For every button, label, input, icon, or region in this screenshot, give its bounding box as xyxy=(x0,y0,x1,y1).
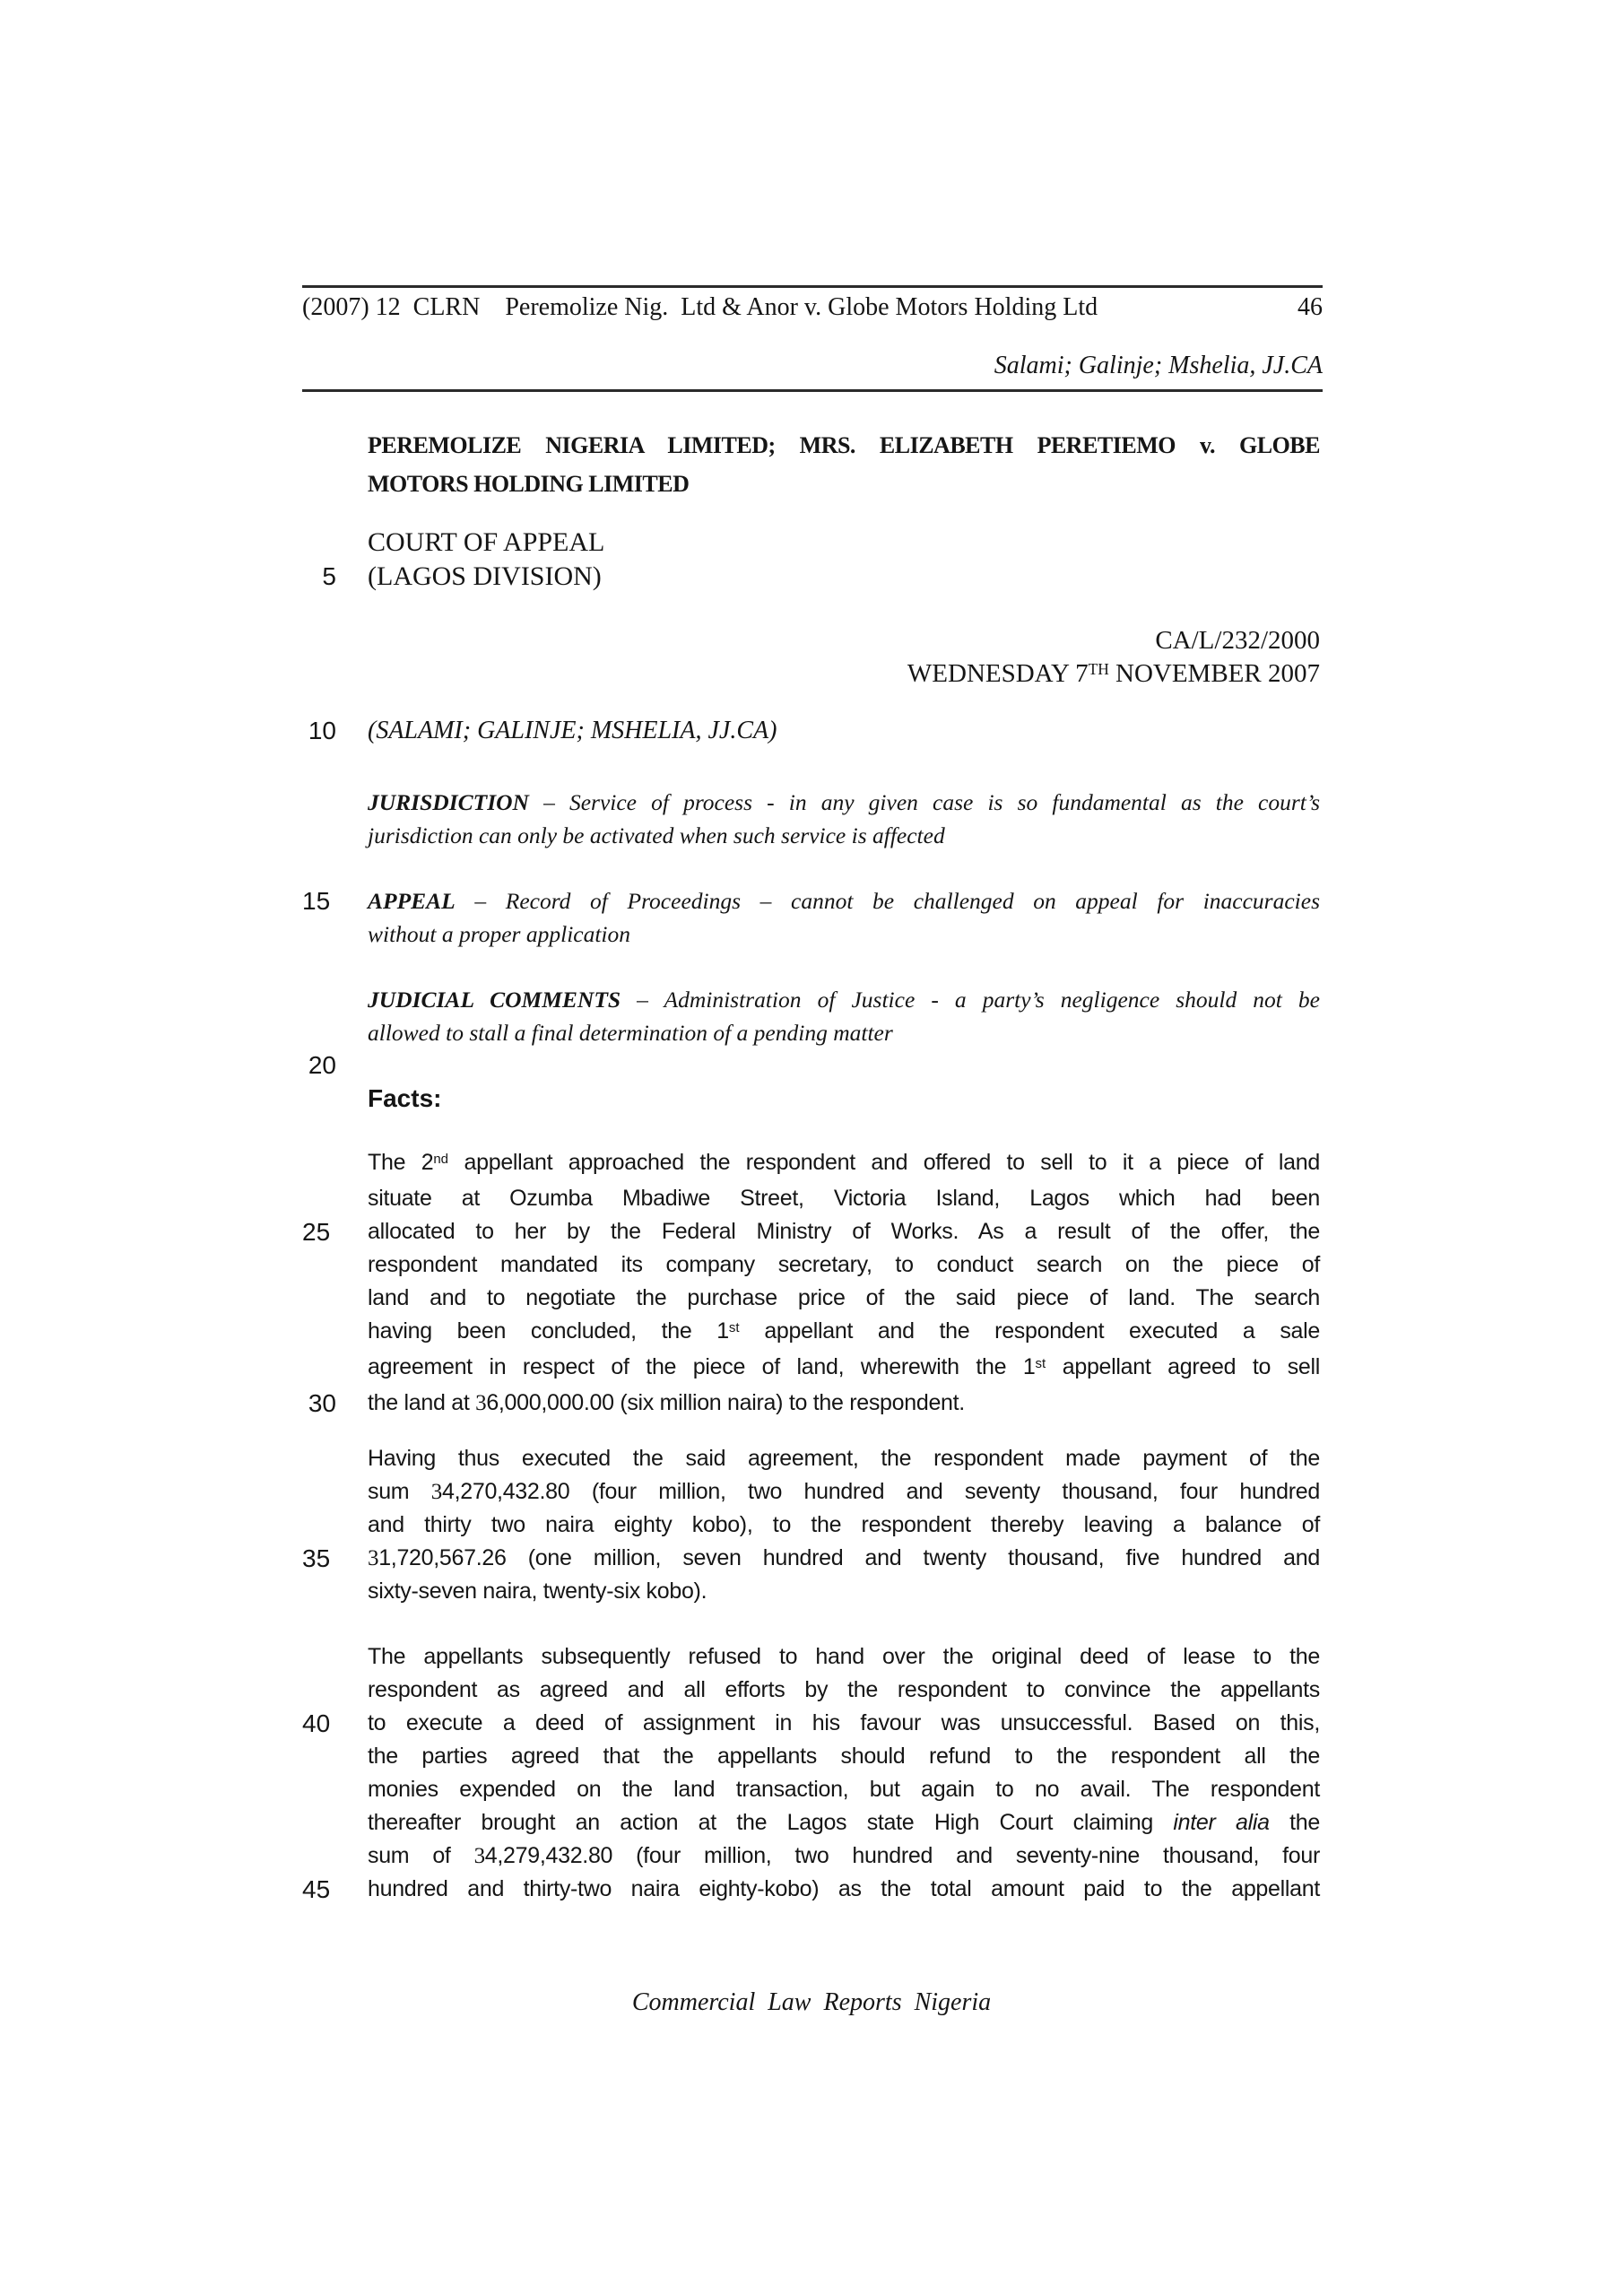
headnote-jurisdiction-line: jurisdiction can only be activated when such service is affected xyxy=(368,822,945,848)
headnote-keyword: JURISDICTION xyxy=(368,789,529,815)
facts-paragraph-3-line: monies expended on the land transaction, but again to no avail. The respondent xyxy=(368,1777,1320,1802)
case-title xyxy=(302,426,1320,503)
facts-paragraph-3-line: the parties agreed that the appellants should refund to the respondent all the xyxy=(368,1744,1320,1769)
header-citation: (2007) 12 CLRN Peremolize Nig. Ltd & Anor v. Globe Motors Holding Ltd xyxy=(302,293,1098,321)
running-header xyxy=(302,291,1323,324)
superscript-text: TH xyxy=(1088,660,1109,679)
headnote-judicial-comments-line: JUDICIAL COMMENTS – Administration of Justice - a party’s negligence should not be xyxy=(368,987,1321,1013)
line-20-marker xyxy=(302,1048,1320,1083)
margin-line-number-40: 40 xyxy=(302,1709,331,1737)
headnote-appeal-line: without a proper application xyxy=(368,921,631,947)
superscript-text: nd xyxy=(433,1152,448,1168)
case-title-line: PEREMOLIZE NIGERIA LIMITED; MRS. ELIZABETH PERETIEMO v. GLOBE xyxy=(368,432,1320,458)
facts-paragraph-1-line: respondent mandated its company secretary, to conduct search on the piece of xyxy=(368,1252,1320,1277)
naira-symbol-digit: 3 xyxy=(430,1480,442,1504)
margin-line-number-5: 5 xyxy=(322,562,336,590)
case-title-line: MOTORS HOLDING LIMITED xyxy=(368,471,690,497)
margin-line-number-35: 35 xyxy=(302,1544,331,1572)
facts-paragraph-1 xyxy=(302,1146,1320,1420)
facts-paragraph-3-line: 40 to execute a deed of assignment in his favour was unsuccessful. Based on this, xyxy=(302,1707,1320,1740)
headnote-appeal-line: 15 APPEAL – Record of Proceedings – cannot be challenged on appeal for inaccuracies xyxy=(302,884,1320,918)
margin-line-number-20: 20 xyxy=(308,1051,336,1079)
margin-line-number-15: 15 xyxy=(302,887,331,915)
line-20-marker-line xyxy=(302,1048,1320,1083)
header-page-number: 46 xyxy=(1298,293,1323,321)
header-judges-line: Salami; Galinje; Mshelia, JJ.CA xyxy=(994,352,1323,379)
facts-paragraph-2 xyxy=(302,1442,1320,1608)
facts-paragraph-1-line: situate at Ozumba Mbadiwe Street, Victoria Island, Lagos which had been xyxy=(368,1186,1320,1211)
facts-paragraph-2-line: sum 34,270,432.80 (four million, two hundred and seventy thousand, four hundred xyxy=(368,1479,1320,1504)
header-bottom-rule xyxy=(302,389,1323,392)
facts-paragraph-2-line: Having thus executed the said agreement, the respondent made payment of the xyxy=(368,1446,1320,1471)
facts-paragraph-1-line: 25 allocated to her by the Federal Ministry of Works. As a result of the offer, the xyxy=(302,1215,1320,1248)
facts-paragraph-3-line: The appellants subsequently refused to hand over the original deed of lease to the xyxy=(368,1644,1320,1669)
coram-line: 10 (SALAMI; GALINJE; MSHELIA, JJ.CA) xyxy=(302,714,1320,748)
headnote-judicial-comments xyxy=(302,983,1320,1049)
court-heading-line: 5 (LAGOS DIVISION) xyxy=(302,560,1320,594)
naira-symbol-digit: 3 xyxy=(368,1546,379,1570)
superscript-text: st xyxy=(728,1320,740,1336)
naira-symbol-digit: 3 xyxy=(473,1844,485,1868)
margin-line-number-45: 45 xyxy=(302,1875,331,1903)
coram xyxy=(302,714,1320,748)
case-number-and-date-line: WEDNESDAY 7TH NOVEMBER 2007 xyxy=(907,659,1320,688)
case-number-and-date xyxy=(302,624,1320,693)
facts-paragraph-3-line: sum of 34,279,432.80 (four million, two hundred and seventy-nine thousand, four xyxy=(368,1843,1320,1868)
court-heading-line: COURT OF APPEAL xyxy=(368,527,605,557)
case-number-and-date-line: CA/L/232/2000 xyxy=(1155,626,1320,655)
facts-paragraph-2-line: and thirty two naira eighty kobo), to the respondent thereby leaving a balance of xyxy=(368,1512,1320,1537)
facts-paragraph-1-line: The 2nd appellant approached the respondent and offered to sell to it a piece of land xyxy=(368,1150,1320,1175)
margin-line-number-30: 30 xyxy=(308,1389,336,1417)
headnote-jurisdiction xyxy=(302,786,1320,852)
header-top-rule xyxy=(302,285,1323,288)
facts-paragraph-2-line: sixty-seven naira, twenty-six kobo). xyxy=(368,1578,707,1604)
headnote-appeal xyxy=(302,884,1320,951)
italic-text: inter alia xyxy=(1173,1810,1270,1835)
page-footer: Commercial Law Reports Nigeria xyxy=(631,1988,992,2016)
facts-heading xyxy=(302,1082,1320,1116)
facts-paragraph-1-line: having been concluded, the 1st appellant and the respondent executed a sale xyxy=(368,1318,1320,1344)
facts-paragraph-1-line: land and to negotiate the purchase price of the said piece of land. The search xyxy=(368,1285,1320,1310)
court-heading xyxy=(302,526,1320,594)
facts-paragraph-3-line: 45 hundred and thirty-two naira eighty-kobo) as the total amount paid to the appellant xyxy=(302,1873,1320,1906)
headnote-judicial-comments-line: allowed to stall a final determination of a pending matter xyxy=(368,1020,893,1046)
naira-symbol-digit: 3 xyxy=(475,1391,487,1415)
superscript-text: st xyxy=(1035,1356,1046,1372)
facts-paragraph-1-line: agreement in respect of the piece of land, wherewith the 1st appellant agreed to sell xyxy=(368,1354,1321,1379)
headnote-keyword: JUDICIAL COMMENTS xyxy=(368,987,621,1013)
facts-heading-line: Facts: xyxy=(368,1084,442,1112)
margin-line-number-25: 25 xyxy=(302,1218,331,1246)
facts-paragraph-2-line: 35 31,720,567.26 (one million, seven hundred and twenty thousand, five hundred and xyxy=(302,1542,1320,1575)
facts-paragraph-3-line: thereafter brought an action at the Lagos state High Court claiming inter alia the xyxy=(368,1810,1320,1835)
facts-paragraph-1-line: 30 the land at 36,000,000.00 (six million naira) to the respondent. xyxy=(302,1387,1320,1420)
margin-line-number-10: 10 xyxy=(308,717,336,744)
headnote-keyword: APPEAL xyxy=(368,888,456,914)
headnote-jurisdiction-line: JURISDICTION – Service of process - in any given case is so fundamental as the court’s xyxy=(368,789,1320,815)
facts-paragraph-3 xyxy=(302,1640,1320,1906)
facts-paragraph-3-line: respondent as agreed and all efforts by the respondent to convince the appellants xyxy=(368,1677,1320,1702)
